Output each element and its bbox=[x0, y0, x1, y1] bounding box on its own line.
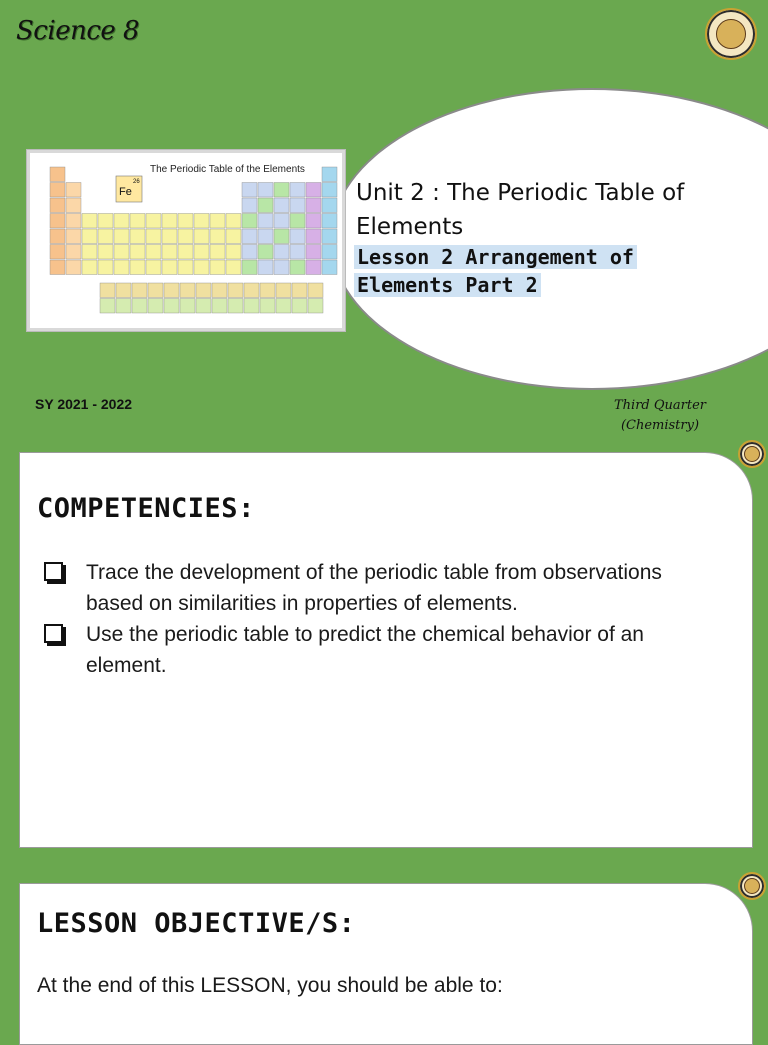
element-cell bbox=[322, 167, 337, 182]
element-cell bbox=[194, 229, 209, 244]
element-cell bbox=[98, 214, 113, 229]
element-cell bbox=[242, 198, 257, 213]
competency-text: Use the periodic table to predict the chemical behavior of an element. bbox=[86, 623, 644, 677]
element-cell bbox=[82, 260, 97, 275]
element-cell bbox=[196, 299, 211, 314]
element-cell bbox=[242, 229, 257, 244]
element-cell bbox=[274, 229, 289, 244]
element-cell bbox=[226, 229, 241, 244]
periodic-table-caption: The Periodic Table of the Elements bbox=[150, 164, 305, 175]
competencies-heading: COMPETENCIES: bbox=[37, 493, 255, 524]
element-cell bbox=[146, 214, 161, 229]
objectives-intro: At the end of this LESSON, you should be able to: bbox=[37, 974, 503, 997]
element-cell bbox=[194, 260, 209, 275]
element-cell bbox=[292, 283, 307, 298]
element-cell bbox=[114, 245, 129, 260]
element-cell bbox=[116, 299, 131, 314]
element-cell bbox=[242, 260, 257, 275]
element-cell bbox=[308, 299, 323, 314]
checkbox-bullet-icon bbox=[44, 624, 63, 643]
element-cell bbox=[258, 245, 273, 260]
element-cell bbox=[82, 229, 97, 244]
element-cell bbox=[66, 198, 81, 213]
element-cell bbox=[290, 229, 305, 244]
element-cell bbox=[132, 283, 147, 298]
element-cell bbox=[322, 260, 337, 275]
school-seal-icon bbox=[738, 440, 766, 468]
element-cell bbox=[290, 260, 305, 275]
element-cell bbox=[116, 283, 131, 298]
element-cell bbox=[308, 283, 323, 298]
element-cell bbox=[164, 299, 179, 314]
element-cell bbox=[50, 229, 65, 244]
element-cell bbox=[274, 214, 289, 229]
element-cell bbox=[290, 198, 305, 213]
element-cell bbox=[242, 214, 257, 229]
element-cell bbox=[322, 183, 337, 198]
competencies-list bbox=[42, 557, 722, 681]
element-cell bbox=[82, 214, 97, 229]
element-cell bbox=[194, 214, 209, 229]
element-cell bbox=[146, 260, 161, 275]
element-cell bbox=[242, 183, 257, 198]
element-cell bbox=[130, 260, 145, 275]
element-cell bbox=[258, 214, 273, 229]
element-cell bbox=[274, 183, 289, 198]
element-cell bbox=[258, 260, 273, 275]
periodic-table-image bbox=[27, 150, 345, 331]
element-cell bbox=[306, 198, 321, 213]
element-cell bbox=[244, 299, 259, 314]
element-cell bbox=[228, 283, 243, 298]
element-cell bbox=[290, 183, 305, 198]
competency-text: Trace the development of the periodic table from observations based on similarities in properties of elements. bbox=[86, 561, 662, 615]
element-cell bbox=[178, 260, 193, 275]
element-cell bbox=[210, 245, 225, 260]
element-cell bbox=[306, 214, 321, 229]
element-cell bbox=[306, 183, 321, 198]
element-cell bbox=[258, 198, 273, 213]
element-cell bbox=[258, 183, 273, 198]
element-cell bbox=[50, 260, 65, 275]
element-cell bbox=[290, 245, 305, 260]
element-cell bbox=[242, 245, 257, 260]
element-cell bbox=[226, 245, 241, 260]
element-cell bbox=[210, 214, 225, 229]
element-cell bbox=[50, 198, 65, 213]
checkbox-bullet-icon bbox=[44, 562, 63, 581]
element-cell bbox=[306, 229, 321, 244]
element-cell bbox=[196, 283, 211, 298]
element-cell bbox=[210, 229, 225, 244]
element-cell bbox=[148, 283, 163, 298]
element-cell bbox=[276, 299, 291, 314]
element-cell bbox=[274, 260, 289, 275]
element-cell bbox=[306, 260, 321, 275]
element-cell bbox=[194, 245, 209, 260]
element-cell bbox=[50, 183, 65, 198]
element-cell bbox=[66, 214, 81, 229]
unit-title: Unit 2 : The Periodic Table of Elements bbox=[356, 180, 685, 240]
element-cell bbox=[82, 245, 97, 260]
sample-element-number: 26 bbox=[133, 179, 140, 185]
element-cell bbox=[164, 283, 179, 298]
element-cell bbox=[98, 229, 113, 244]
quarter-line: Third Quarter bbox=[614, 398, 706, 413]
school-seal-icon bbox=[738, 872, 766, 900]
element-cell bbox=[162, 214, 177, 229]
element-cell bbox=[114, 214, 129, 229]
element-cell bbox=[50, 167, 65, 182]
element-cell bbox=[260, 299, 275, 314]
element-cell bbox=[212, 283, 227, 298]
element-cell bbox=[260, 283, 275, 298]
element-cell bbox=[146, 229, 161, 244]
element-cell bbox=[178, 245, 193, 260]
element-cell bbox=[132, 299, 147, 314]
element-cell bbox=[50, 245, 65, 260]
list-item bbox=[42, 557, 722, 619]
element-cell bbox=[100, 299, 115, 314]
element-cell bbox=[228, 299, 243, 314]
element-cell bbox=[322, 214, 337, 229]
element-cell bbox=[162, 229, 177, 244]
objectives-card bbox=[19, 883, 753, 1045]
element-cell bbox=[210, 260, 225, 275]
element-cell bbox=[130, 229, 145, 244]
element-cell bbox=[178, 229, 193, 244]
element-cell bbox=[146, 245, 161, 260]
element-cell bbox=[100, 283, 115, 298]
element-cell bbox=[180, 299, 195, 314]
element-cell bbox=[226, 260, 241, 275]
element-cell bbox=[162, 245, 177, 260]
subject-line: (Chemistry) bbox=[620, 418, 700, 433]
element-cell bbox=[274, 198, 289, 213]
school-year: SY 2021 - 2022 bbox=[35, 396, 133, 412]
element-cell bbox=[50, 214, 65, 229]
list-item bbox=[42, 619, 722, 681]
element-cell bbox=[66, 229, 81, 244]
element-cell bbox=[322, 229, 337, 244]
element-cell bbox=[322, 245, 337, 260]
element-cell bbox=[258, 229, 273, 244]
element-cell bbox=[130, 214, 145, 229]
objectives-heading: LESSON OBJECTIVE/S: bbox=[37, 908, 356, 939]
competencies-card bbox=[19, 452, 753, 848]
element-cell bbox=[162, 260, 177, 275]
element-cell bbox=[98, 260, 113, 275]
element-cell bbox=[274, 245, 289, 260]
sample-element-symbol: Fe bbox=[119, 186, 132, 198]
element-cell bbox=[226, 214, 241, 229]
element-cell bbox=[322, 198, 337, 213]
element-cell bbox=[148, 299, 163, 314]
element-cell bbox=[292, 299, 307, 314]
element-cell bbox=[276, 283, 291, 298]
element-cell bbox=[130, 245, 145, 260]
element-cell bbox=[98, 245, 113, 260]
element-cell bbox=[212, 299, 227, 314]
element-cell bbox=[306, 245, 321, 260]
element-cell bbox=[66, 260, 81, 275]
brand-title: Science 8 bbox=[16, 16, 140, 46]
quarter-label bbox=[600, 396, 720, 436]
element-cell bbox=[178, 214, 193, 229]
element-cell bbox=[180, 283, 195, 298]
school-seal-icon bbox=[705, 8, 757, 60]
element-cell bbox=[114, 229, 129, 244]
lesson-title: Lesson 2 Arrangement of Elements Part 2 bbox=[354, 243, 734, 299]
element-cell bbox=[66, 245, 81, 260]
element-cell bbox=[244, 283, 259, 298]
element-cell bbox=[114, 260, 129, 275]
element-cell bbox=[290, 214, 305, 229]
element-cell bbox=[66, 183, 81, 198]
